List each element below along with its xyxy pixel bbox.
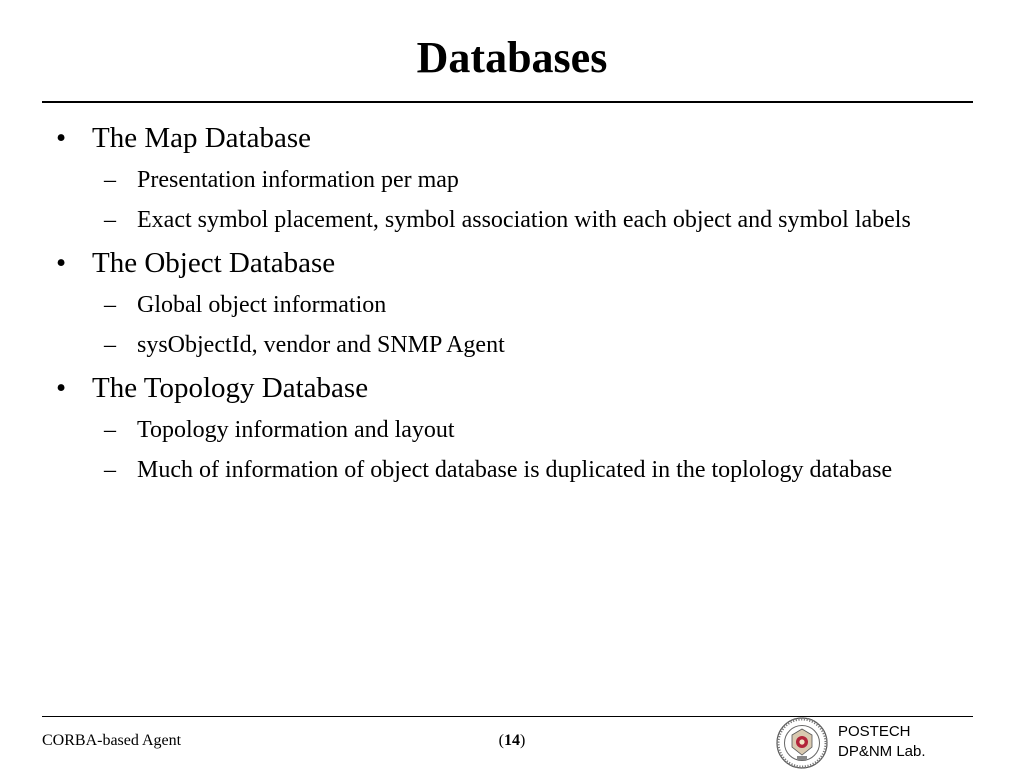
sub-item-text: Exact symbol placement, symbol association with each object and symbol labels bbox=[137, 207, 911, 233]
slide-title: Databases bbox=[416, 33, 608, 82]
sub-item bbox=[92, 163, 956, 197]
sub-item-text: Much of information of object database is duplicated in the toplology database bbox=[137, 457, 893, 483]
bullet-text: The Object Database bbox=[92, 247, 336, 279]
sub-item-text: Topology information and layout bbox=[137, 417, 455, 443]
dash-icon: – bbox=[104, 167, 116, 193]
sub-item bbox=[92, 288, 956, 322]
dash-icon: – bbox=[104, 332, 116, 358]
bullet-text: The Topology Database bbox=[92, 372, 369, 404]
bullet-text: The Map Database bbox=[92, 122, 312, 154]
dash-icon: – bbox=[104, 417, 116, 443]
sub-item bbox=[92, 453, 956, 487]
bullet-item-map-database bbox=[56, 119, 956, 237]
dash-icon: – bbox=[104, 457, 116, 483]
bullet-list bbox=[56, 119, 956, 493]
dash-icon: – bbox=[104, 207, 116, 233]
sub-item bbox=[92, 203, 956, 237]
sub-item-text: sysObjectId, vendor and SNMP Agent bbox=[137, 332, 505, 358]
lab-name-line1: POSTECH bbox=[838, 723, 911, 740]
page-number: (14) bbox=[498, 732, 526, 749]
bullet-icon: • bbox=[56, 122, 67, 154]
sub-item-text: Presentation information per map bbox=[137, 167, 459, 193]
title-divider bbox=[42, 101, 973, 103]
bullet-item-topology-database bbox=[56, 369, 956, 487]
sub-item bbox=[92, 328, 956, 362]
bullet-icon: • bbox=[56, 247, 67, 279]
page-number-value: 14 bbox=[504, 732, 520, 749]
lab-name-line2: DP&NM Lab. bbox=[838, 743, 926, 760]
bullet-item-object-database bbox=[56, 244, 956, 362]
lab-name bbox=[838, 722, 926, 762]
footer-divider bbox=[42, 716, 973, 717]
sub-item-text: Global object information bbox=[137, 292, 387, 318]
dash-icon: – bbox=[104, 292, 116, 318]
footer-course-title: CORBA-based Agent bbox=[42, 732, 182, 749]
sub-item bbox=[92, 413, 956, 447]
postech-logo-icon bbox=[776, 717, 828, 769]
bullet-icon: • bbox=[56, 372, 67, 404]
